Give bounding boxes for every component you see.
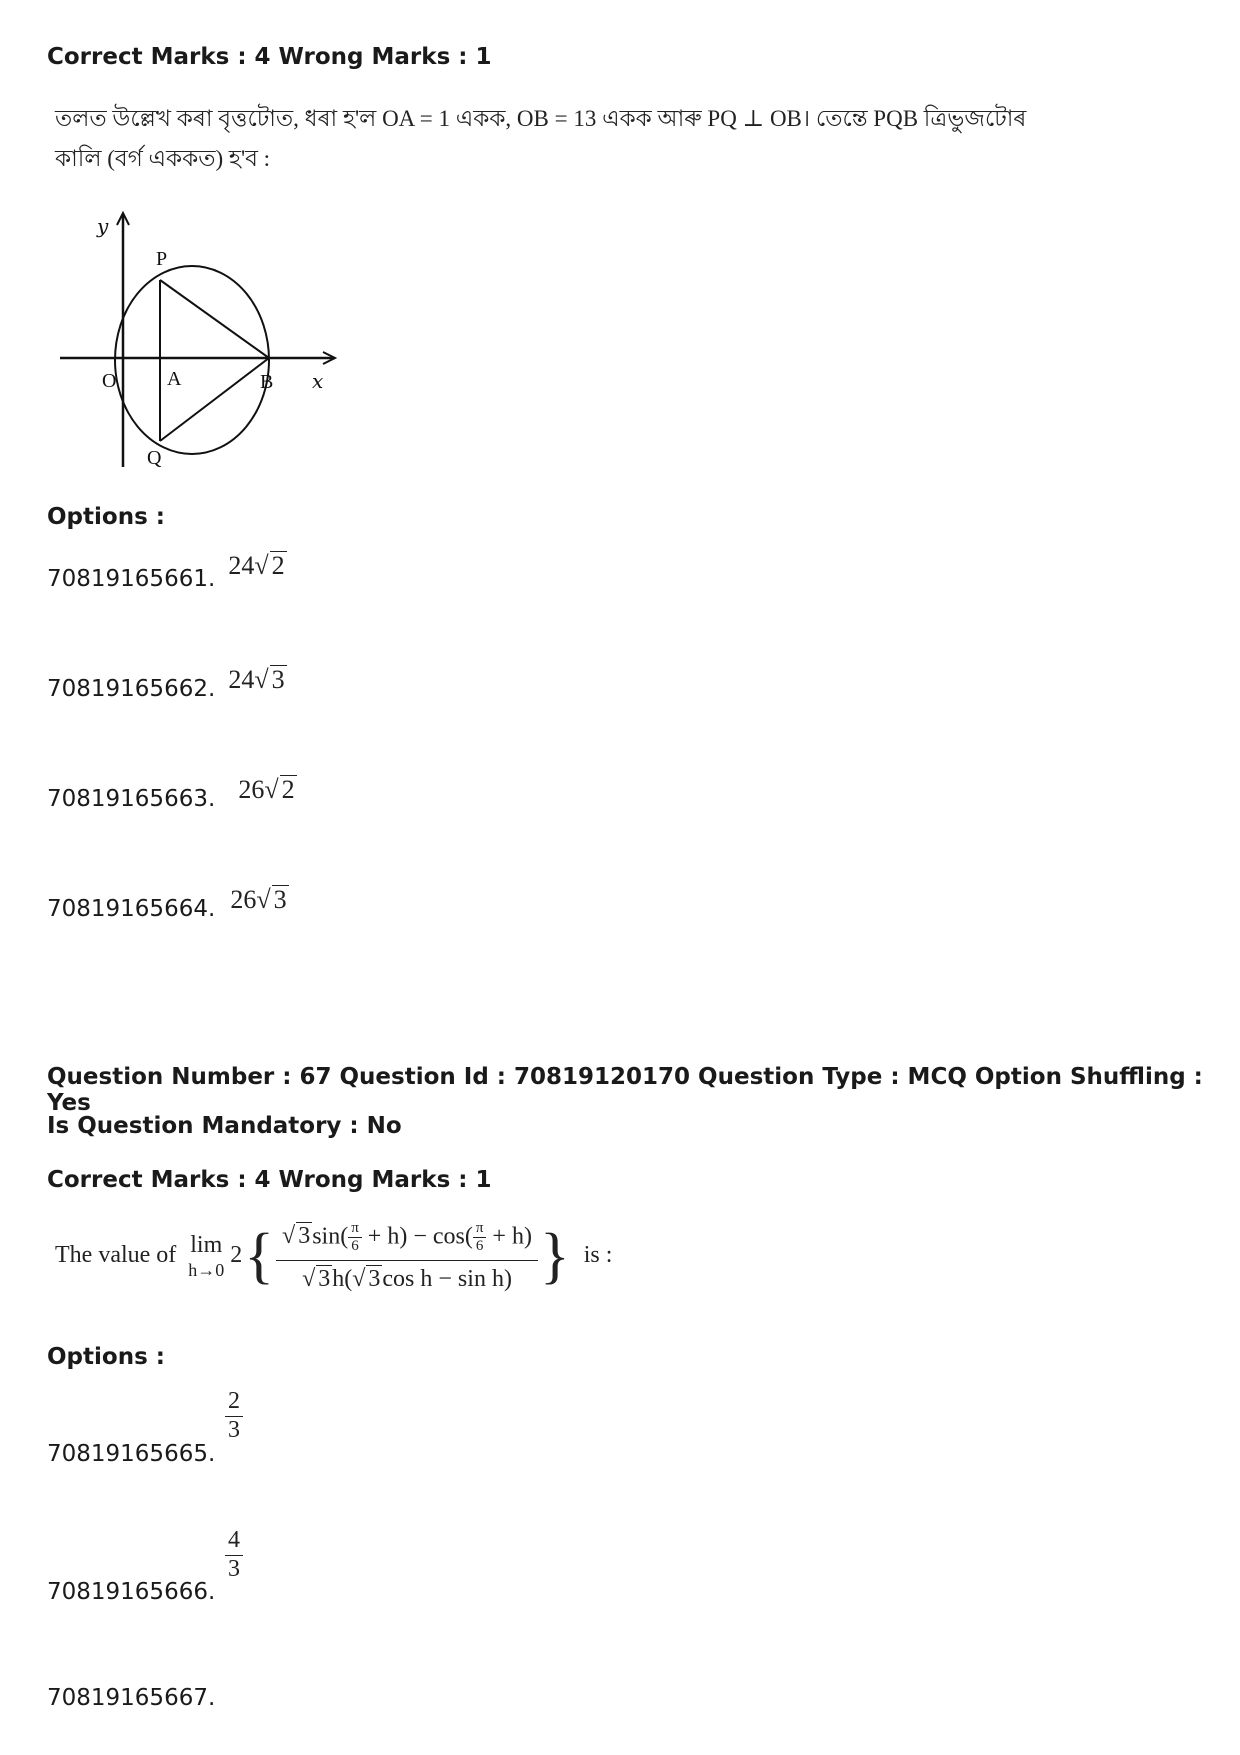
q67-option-3[interactable] [47,1685,215,1711]
q66-option-3[interactable] [47,775,297,813]
q67-options-label: Options : [47,1344,165,1370]
option-numerator: 2 [225,1388,243,1417]
option-numerator: 4 [225,1527,243,1556]
right-brace: } [539,1221,570,1290]
option-denominator: 3 [228,1555,240,1582]
q67-option-2[interactable] [47,1527,347,1617]
q67-marks: Correct Marks : 4 Wrong Marks : 1 [47,1167,492,1193]
q67-mandatory: Is Question Mandatory : No [47,1113,402,1139]
option-id: 70819165667. [47,1685,216,1711]
option-radicand: 3 [271,665,285,694]
option-value [230,885,288,914]
label-y: y [97,214,109,238]
segment-pb [160,280,269,358]
q66-option-4[interactable] [47,885,289,923]
option-coef: 26 [238,775,265,804]
q67-prefix: The value of [55,1242,177,1269]
sqrt-symbol: √ 2 [264,775,295,804]
option-denominator: 3 [228,1416,240,1443]
q67-suffix: is : [583,1242,613,1269]
lim-subscript: h→0 [188,1259,225,1280]
q66-option-2[interactable] [47,665,287,703]
option-fraction [225,1527,243,1583]
option-id: 70819165665. [47,1441,216,1467]
q67-header: Question Number : 67 Question Id : 70819120170 Question Type : MCQ Option Shuffling : Yes [47,1064,1203,1116]
figure-svg [55,205,355,480]
sqrt-symbol: √ 3 [256,885,287,914]
q66-question-text-line2: কালি (বৰ্গ এককত) হ'ব : [55,146,271,171]
label-x: x [312,369,324,393]
option-id: 70819165661. [47,566,216,592]
q66-options-label: Options : [47,504,165,530]
option-id: 70819165664. [47,896,216,922]
option-id: 70819165662. [47,676,216,702]
option-radicand: 3 [273,885,287,914]
main-fraction [276,1218,538,1293]
q66-question-text-line1: তলত উল্লেখ কৰা বৃত্তটোত, ধৰা হ'ল OA = 1 একক, OB = 13 একক আৰু PQ ⊥ OB। তেন্তে PQB ত্ৰিভুজটোৰ [55,106,1027,131]
option-coef: 24 [228,665,255,694]
sqrt-symbol: √ 3 [254,665,285,694]
label-b: B [260,371,274,393]
q66-marks: Correct Marks : 4 Wrong Marks : 1 [47,44,492,70]
option-value [228,551,286,580]
label-o: O [102,370,117,392]
label-q: Q [147,447,162,469]
option-id: 70819165663. [47,786,216,812]
option-fraction [225,1388,243,1444]
option-radicand: 2 [281,775,295,804]
circle-triangle-figure [55,205,355,484]
circle [115,266,269,454]
option-value [228,665,286,694]
left-brace: { [244,1221,275,1290]
label-p: P [156,248,168,270]
option-radicand: 2 [271,551,285,580]
option-value [238,775,296,804]
option-coef: 26 [230,885,257,914]
sqrt-symbol: √ 2 [254,551,285,580]
q67-option-1[interactable] [47,1388,347,1478]
limit-operator [188,1233,224,1279]
q67-question-expression [55,1218,612,1293]
limit-coefficient: 2 [230,1242,243,1269]
lim-text: lim [190,1231,223,1258]
label-a: A [167,368,182,390]
q66-option-1[interactable] [47,551,287,593]
fraction-numerator: √ 3sin( $\frac{\pi}{6}$ + h) − cos( $\frac{\pi}{6}$ + h) [276,1218,538,1261]
option-coef: 24 [228,551,255,580]
option-id: 70819165666. [47,1579,216,1605]
fraction-denominator: √ 3h(√ 3cos h − sin h) [302,1265,512,1292]
